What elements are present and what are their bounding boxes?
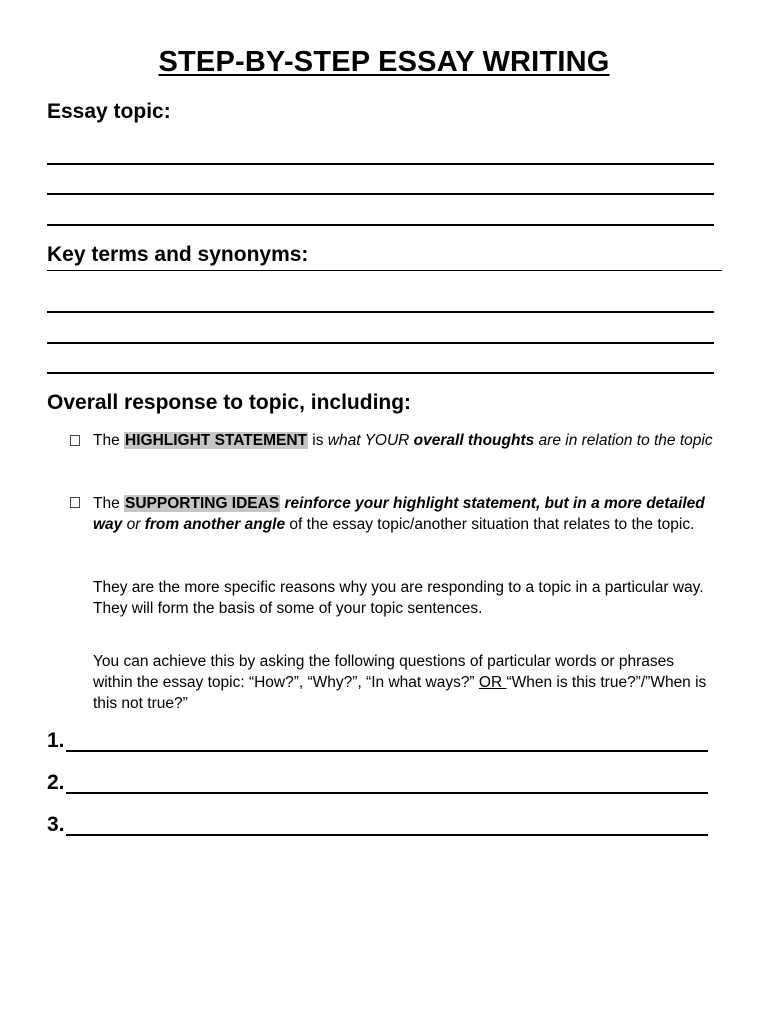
bullet2-text-2: of the essay topic/another situation that relates to the topic. [285, 516, 695, 533]
bullet1-italic-2: are in relation to the topic [534, 432, 713, 449]
bullet2-italic: or [122, 516, 145, 533]
supporting-ideas-label: SUPPORTING IDEAS [125, 495, 280, 512]
page-title-text: STEP-BY-STEP ESSAY WRITING [158, 46, 610, 78]
specific-reasons-paragraph: They are the more specific reasons why you are responding to a topic in a particular way. They will form the basis of some of your topic sentences. [93, 579, 704, 617]
key-terms-line-2[interactable] [47, 342, 714, 344]
answer-line-2[interactable] [66, 792, 708, 794]
bullet2-bold-italic-2: from another angle [144, 516, 286, 533]
answer-line-1[interactable] [66, 750, 708, 752]
bullet-supporting-ideas [93, 493, 713, 535]
essay-topic-line-2[interactable] [47, 193, 714, 195]
bullet2-bold-italic-1: reinforce your highlight statement, but in a more detailed way [93, 495, 705, 533]
key-terms-heading: Key terms and synonyms: [47, 243, 309, 266]
questions-text-2: “When is this true?”/”When is this not true?” [93, 674, 707, 712]
answer-number-1: 1. [47, 729, 65, 752]
essay-topic-heading: Essay topic: [47, 100, 171, 123]
bullet2-text-1: The [93, 495, 125, 512]
bullet-highlight-statement [93, 430, 713, 451]
questions-text-1: You can achieve this by asking the following questions of particular words or phrases within the essay topic: “How?”, “Why?”, “In what ways?” [93, 653, 675, 691]
answer-number-3: 3. [47, 813, 65, 836]
overall-response-heading: Overall response to topic, including: [47, 391, 412, 414]
key-terms-underline [47, 270, 722, 271]
answer-line-3[interactable] [66, 834, 708, 836]
essay-topic-line-3[interactable] [47, 224, 714, 226]
essay-topic-line-1[interactable] [47, 163, 714, 165]
answer-number-2: 2. [47, 771, 65, 794]
checkbox-icon [70, 497, 80, 508]
bullet1-bold-italic: overall thoughts [413, 432, 535, 449]
bullet1-text-1: The [93, 432, 125, 449]
page-title [0, 46, 768, 79]
highlight-statement-label: HIGHLIGHT STATEMENT [125, 432, 307, 449]
key-terms-line-3[interactable] [47, 372, 714, 374]
key-terms-line-1[interactable] [47, 311, 714, 313]
bullet1-italic-1: what YOUR [327, 432, 414, 449]
questions-paragraph [93, 651, 713, 714]
questions-or: OR [478, 674, 507, 691]
bullet1-text-2: is [307, 432, 328, 449]
checkbox-icon [70, 435, 80, 446]
